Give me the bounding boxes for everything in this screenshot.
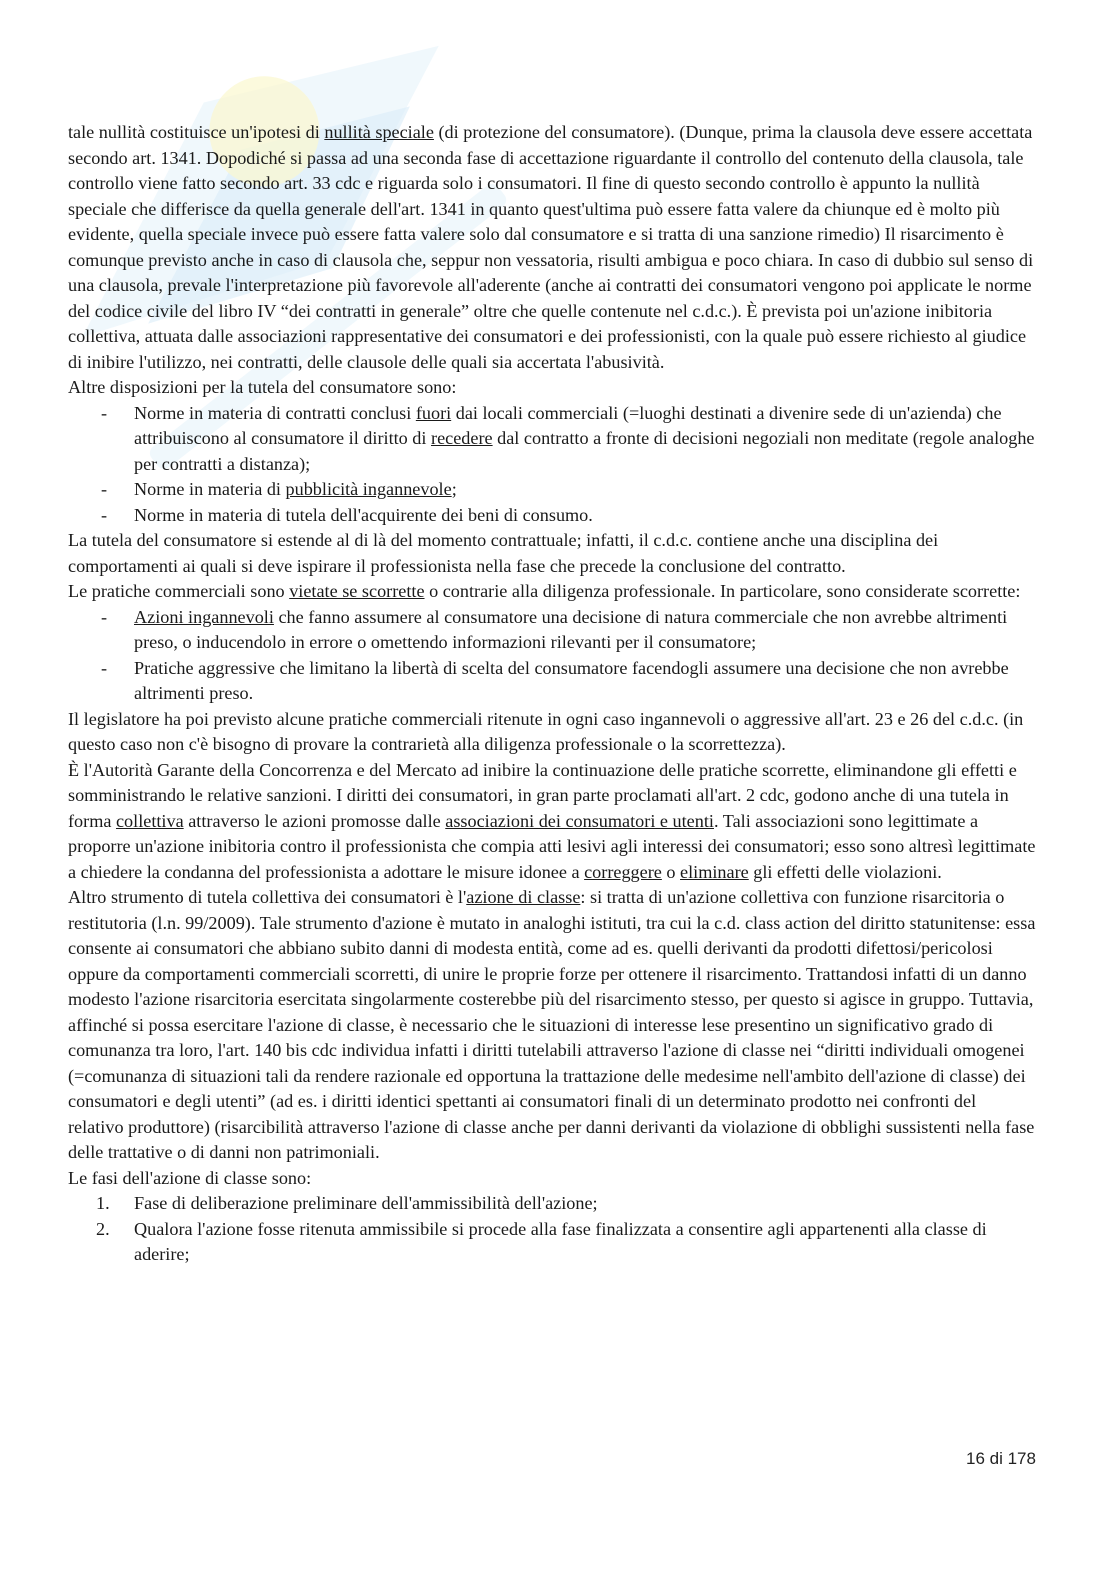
text-run: La tutela del consumatore si estende al di là del momento contrattuale; infatti, il c.d.c. contiene anche una disciplina dei comportamenti ai quali si deve ispirare il professionista nella fase che precede la conclusione del contratto.	[68, 530, 939, 576]
text-run: Le pratiche commerciali sono	[68, 581, 290, 601]
underlined-term: correggere	[584, 861, 662, 882]
list-item	[68, 503, 1036, 529]
underlined-term: vietate se scorrette	[289, 581, 425, 601]
text-run: . Tali associazioni sono legittimate a proporre un'azione inibitoria contro il professionista che compia atti lesivi agli interessi dei consumatori; esso sono altresì legittimate a chiedere la condanna del professionista a adottare le misure idonee a	[68, 810, 1036, 882]
text-run: dai locali commerciali (=luoghi destinati a divenire sede di un'azienda) che attribuiscono al consumatore il diritto di	[134, 402, 1002, 448]
text-run: Norme in materia di contratti conclusi	[134, 402, 416, 423]
list-dash: -	[101, 402, 108, 423]
list-item	[68, 477, 1036, 503]
list-number: 1.	[96, 1193, 110, 1213]
underlined-term: azione di classe	[466, 887, 581, 907]
paragraph	[68, 885, 1036, 1166]
text-run: Il legislatore ha poi previsto alcune pratiche commerciali ritenute in ogni caso ingannevoli o aggressive all'art. 23 e 26 del c.d.c. (in questo caso non c'è bisogno di provare la contrarietà alla diligenza professionale o la scorrettezza).	[68, 708, 1024, 754]
bullet-list	[68, 401, 1036, 529]
underlined-term: collettiva	[115, 810, 184, 831]
list-dash: -	[101, 504, 108, 525]
list-number: 2.	[96, 1218, 110, 1239]
list-item	[68, 656, 1036, 707]
text-run: gli effetti delle violazioni.	[748, 861, 942, 882]
list-dash: -	[101, 606, 108, 627]
text-run: : si tratta di un'azione collettiva con funzione risarcitoria o restitutoria (l.n. 99/2009). Tale strumento d'azione è mutato in analoghi istituti, tra cui la c.d. class action del diritto statunitense: essa consente ai consumatori che abbiano subito danni di modesta entità, come ad es. quelli derivanti da prodotti difettosi/pericolosi oppure da comportamenti commerciali scorretti, di unire le proprie forze per ottenere il risarcimento. Trattandosi infatti di un danno modesto l'azione risarcitoria esercitata singolarmente costerebbe più del risarcimento stesso, per questo si agisce in gruppo. Tuttavia, affinché si possa esercitare l'azione di classe, è necessario che le situazioni di interesse lese presentino un significativo grado di comunanza tra loro, l'art. 140 bis cdc individua infatti i diritti tutelabili attraverso l'azione di classe nei “diritti individuali omogenei (=comunanza di situazioni tali da rendere razionale ed opportuna la trattazione delle medesime nell'ambito dell'azione di classe) dei consumatori e degli utenti” (ad es. i diritti identici spettanti ai consumatori finali di un determinato prodotto nei confronti del relativo produttore) (risarcibilità attraverso l'azione di classe anche per danni derivanti da violazione di obblighi sussistenti nella fase delle trattative o di danni non patrimoniali.	[68, 887, 1036, 1162]
underlined-term: eliminare	[680, 861, 749, 882]
text-run: Altre disposizioni per la tutela del consumatore sono:	[68, 377, 457, 397]
document-body	[68, 120, 1036, 1268]
list-item	[68, 605, 1036, 656]
text-run: tale nullità costituisce un'ipotesi di	[68, 122, 325, 142]
text-run: Qualora l'azione fosse ritenuta ammissibile si procede alla fase finalizzata a consentire agli appartenenti alla classe di aderire;	[134, 1218, 987, 1264]
text-run: È l'Autorità Garante della Concorrenza e del Mercato ad inibire la continuazione delle pratiche scorrette, eliminandone gli effetti e somministrando le relative sanzioni. I diritti dei consumatori, in gran parte proclamati all'art. 2 cdc, godono anche di una tutela in forma	[68, 759, 1017, 831]
list-item	[68, 1191, 1036, 1217]
underlined-term: associazioni dei consumatori e utenti	[445, 810, 714, 831]
text-run: o	[661, 861, 681, 882]
paragraph	[68, 707, 1036, 758]
underlined-term: nullità speciale	[324, 122, 434, 142]
text-run: attraverso le azioni promosse dalle	[183, 810, 446, 831]
underlined-term: fuori	[415, 402, 452, 423]
paragraph	[68, 1166, 1036, 1192]
paragraph	[68, 120, 1036, 375]
text-run: Norme in materia di	[134, 479, 286, 499]
numbered-list	[68, 1191, 1036, 1268]
list-dash: -	[101, 479, 108, 499]
text-run: Norme in materia di tutela dell'acquirente dei beni di consumo.	[134, 504, 593, 525]
text-run: dal contratto a fronte di decisioni negoziali non meditate (regole analoghe per contratti a distanza);	[134, 428, 1035, 474]
text-run: o contrarie alla diligenza professionale. In particolare, sono considerate scorrette:	[424, 581, 1021, 601]
text-run: Fase di deliberazione preliminare dell'ammissibilità dell'azione;	[134, 1193, 598, 1213]
paragraph	[68, 579, 1036, 605]
underlined-term: pubblicità ingannevole	[285, 479, 452, 499]
list-item	[68, 401, 1036, 478]
list-dash: -	[101, 657, 108, 678]
text-run: Altro strumento di tutela collettiva dei consumatori è l'	[68, 887, 467, 907]
underlined-term: recedere	[431, 428, 493, 448]
bullet-list	[68, 605, 1036, 707]
paragraph	[68, 528, 1036, 579]
page-number: 16 di 178	[966, 1449, 1036, 1468]
paragraph	[68, 375, 1036, 401]
underlined-term: Azioni ingannevoli	[134, 606, 274, 627]
text-run: che fanno assumere al consumatore una decisione di natura commerciale che non avrebbe altrimenti preso, o inducendolo in errore o omettendo informazioni rilevanti per il consumatore;	[134, 606, 1008, 652]
text-run: Pratiche aggressive che limitano la libertà di scelta del consumatore facendogli assumere una decisione che non avrebbe altrimenti preso.	[134, 657, 1009, 703]
paragraph	[68, 758, 1036, 886]
list-item	[68, 1217, 1036, 1268]
text-run: (di protezione del consumatore). (Dunque, prima la clausola deve essere accettata secondo art. 1341. Dopodiché si passa ad una seconda fase di accettazione riguardante il controllo del contenuto della clausola, tale controllo viene fatto secondo art. 33 cdc e riguarda solo i consumatori. Il fine di questo secondo controllo è appunto la nullità speciale che differisce da quella generale dell'art. 1341 in quanto quest'ultima può essere fatta valere da chiunque ed è molto più evidente, quella speciale invece può essere fatta valere solo dal consumatore e si tratta di una sanzione rimedio) Il risarcimento è comunque previsto anche in caso di clausola che, seppur non vessatoria, risulti ambigua e poco chiara. In caso di dubbio sul senso di una clausola, prevale l'interpretazione più favorevole all'aderente (anche ai contratti dei consumatori vengono poi applicate le norme del codice civile del libro IV “dei contratti in generale” oltre che quelle contenute nel c.d.c.). È prevista poi un'azione inibitoria collettiva, attuata dalle associazioni rappresentative dei consumatori e dei professionisti, con la quale può essere richiesto al giudice di inibire l'utilizzo, nei contratti, delle clausole delle quali sia accertata l'abusività.	[68, 122, 1034, 372]
text-run: Le fasi dell'azione di classe sono:	[68, 1167, 312, 1188]
text-run: ;	[451, 479, 457, 499]
